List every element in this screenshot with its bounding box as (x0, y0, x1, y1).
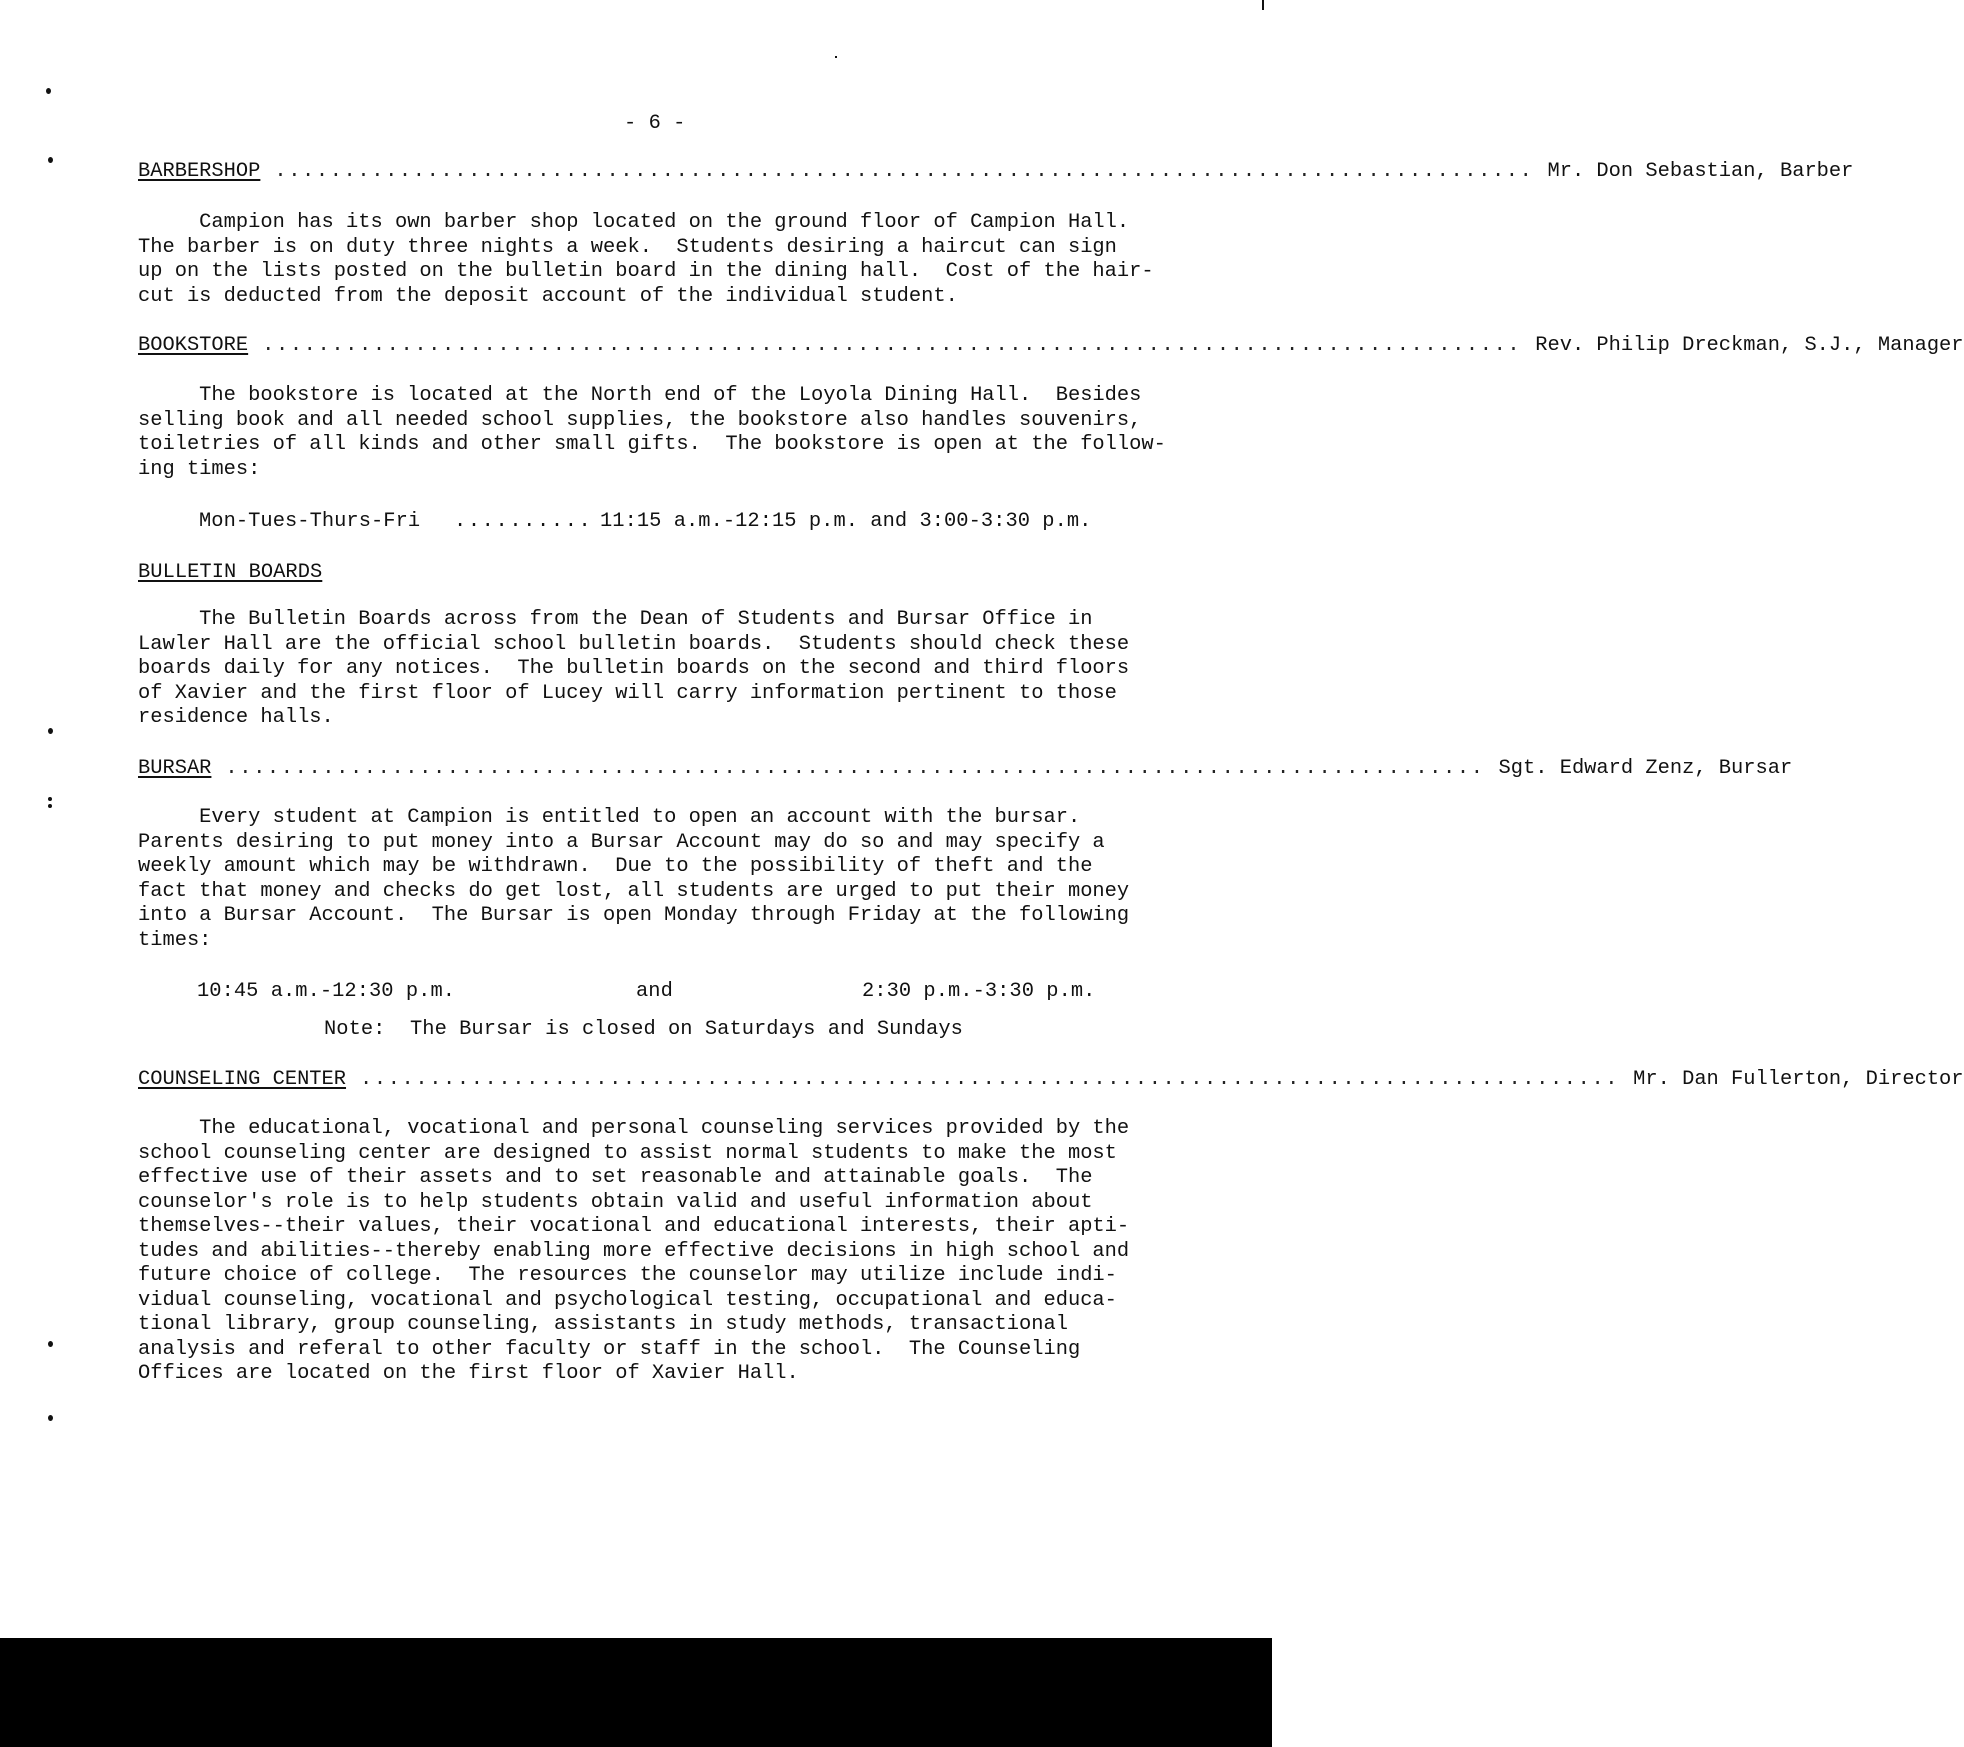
counseling-paragraph (138, 1117, 1168, 1387)
section-contact: Mr. Dan Fullerton, Director (1633, 1068, 1964, 1091)
text-line: fact that money and checks do get lost, all students are urged to put their money (138, 879, 1130, 903)
text-line: of Xavier and the first floor of Lucey will carry information pertinent to those (138, 681, 1117, 705)
text-line: The educational, vocational and personal counseling services provided by the (138, 1117, 1130, 1140)
text-line: The Bulletin Boards across from the Dean of Students and Bursar Office in (138, 608, 1093, 631)
corner-mark (1262, 0, 1264, 10)
text-line: Lawler Hall are the official school bulletin boards. Students should check these (138, 632, 1130, 656)
section-title: COUNSELING CENTER (138, 1068, 347, 1091)
leader-dots: ........................................................................................... (262, 334, 1522, 357)
margin-dot (48, 1341, 53, 1347)
text-line: up on the lists posted on the bulletin board in the dining hall. Cost of the hair- (138, 260, 1154, 283)
text-line: tudes and abilities--thereby enabling more effective decisions in high school and (138, 1239, 1130, 1263)
bursar-header (138, 757, 1793, 783)
scan-speck (835, 56, 837, 58)
bulletin-boards-title: BULLETIN BOARDS (138, 561, 323, 584)
text-line: Offices are located on the first floor of Xavier Hall. (138, 1362, 799, 1385)
bulletin-paragraph (138, 608, 1168, 731)
margin-dot (48, 797, 52, 801)
text-line: selling book and all needed school supplies, the bookstore also handles souvenirs, (138, 408, 1142, 432)
bookstore-paragraph (138, 384, 1168, 482)
text-line: vidual counseling, vocational and psychological testing, occupational and educa- (138, 1288, 1117, 1312)
text-line: The bookstore is located at the North end of the Loyola Dining Hall. Besides (138, 384, 1142, 407)
section-title: BURSAR (138, 757, 212, 780)
text-line: Campion has its own barber shop located on the ground floor of Campion Hall. (138, 211, 1130, 234)
page-number: - 6 - (624, 112, 686, 135)
barbershop-header (138, 160, 1854, 186)
bursar-paragraph (138, 806, 1168, 953)
section-contact: Mr. Don Sebastian, Barber (1547, 160, 1854, 183)
section-title: BARBERSHOP (138, 160, 261, 183)
section-contact: Sgt. Edward Zenz, Bursar (1498, 757, 1793, 780)
text-line: The barber is on duty three nights a week. Students desiring a haircut can sign (138, 235, 1117, 259)
bookstore-hours-times: 11:15 a.m.-12:15 p.m. and 3:00-3:30 p.m. (600, 510, 1092, 533)
text-line: boards daily for any notices. The bulletin boards on the second and third floors (138, 657, 1130, 680)
text-line: counselor's role is to help students obtain valid and useful information about (138, 1190, 1093, 1214)
text-line: school counseling center are designed to assist normal students to make the most (138, 1141, 1117, 1165)
text-line: analysis and referal to other faculty or staff in the school. The Counseling (138, 1337, 1081, 1361)
bursar-time-1: 10:45 a.m.-12:30 p.m. (197, 980, 456, 1003)
margin-dot (48, 804, 52, 808)
text-line: toiletries of all kinds and other small gifts. The bookstore is open at the follow- (138, 433, 1166, 456)
text-line: tional library, group counseling, assistants in study methods, transactional (138, 1313, 1068, 1336)
text-line: Parents desiring to put money into a Bursar Account may do so and may specify a (138, 830, 1105, 854)
margin-dot (46, 88, 51, 94)
text-line: cut is deducted from the deposit account of the individual student. (138, 284, 958, 308)
text-line: residence halls. (138, 706, 334, 729)
section-title: BOOKSTORE (138, 334, 249, 357)
leader-dots: ........................................................................................... (360, 1068, 1620, 1091)
leader-dots: ........................................................................................... (274, 160, 1534, 183)
text-line: Every student at Campion is entitled to open an account with the bursar. (138, 806, 1081, 829)
leader-dots: ........................................................................................... (225, 757, 1485, 780)
scanner-black-band (0, 1638, 1272, 1747)
margin-dot (48, 157, 53, 163)
text-line: effective use of their assets and to set reasonable and attainable goals. The (138, 1166, 1093, 1189)
bookstore-header (138, 334, 1964, 360)
section-contact: Rev. Philip Dreckman, S.J., Manager (1535, 334, 1964, 357)
bursar-and: and (636, 980, 673, 1003)
barbershop-paragraph (138, 211, 1168, 309)
text-line: future choice of college. The resources the counselor may utilize include indi- (138, 1264, 1117, 1287)
bursar-note: Note: The Bursar is closed on Saturdays and Sundays (324, 1018, 963, 1041)
margin-dot (48, 1415, 53, 1421)
text-line: ing times: (138, 457, 261, 481)
bursar-time-2: 2:30 p.m.-3:30 p.m. (862, 980, 1096, 1003)
text-line: weekly amount which may be withdrawn. Due to the possibility of theft and the (138, 855, 1093, 878)
margin-dot (48, 728, 53, 734)
text-line: themselves--their values, their vocational and educational interests, their apti- (138, 1215, 1130, 1238)
counseling-header (138, 1068, 1964, 1094)
leader-dots: .......... (454, 510, 593, 533)
text-line: times: (138, 928, 212, 952)
bookstore-hours-days: Mon-Tues-Thurs-Fri (199, 510, 421, 533)
text-line: into a Bursar Account. The Bursar is open Monday through Friday at the following (138, 904, 1130, 927)
